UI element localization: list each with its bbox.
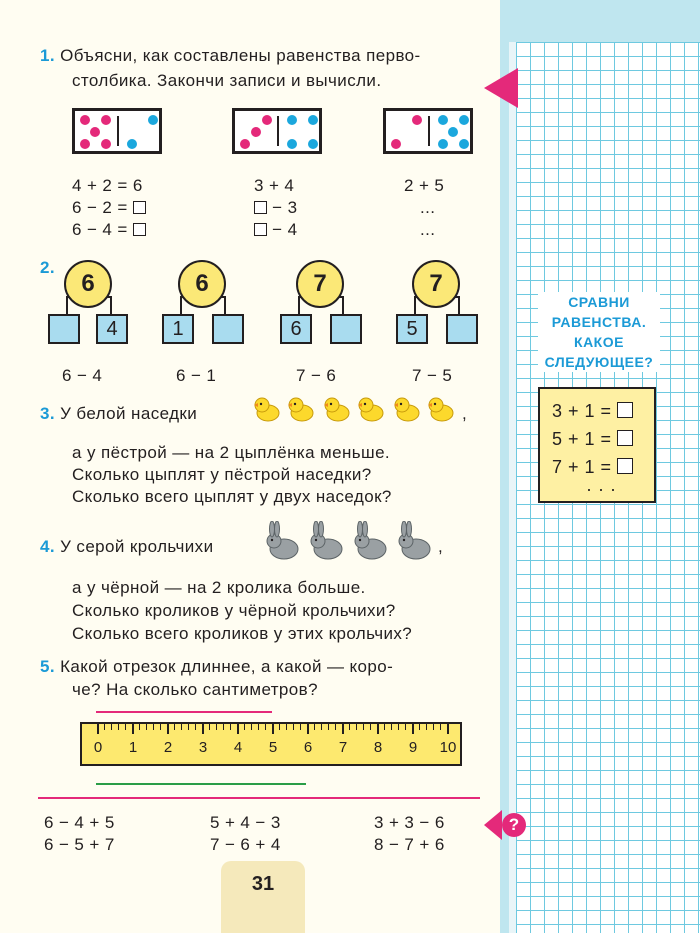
- ruler-label: 6: [303, 739, 313, 756]
- task5-line1: 5. Какой отрезок длиннее, а какой — коро-: [40, 657, 394, 676]
- ruler-minor-tick: [265, 724, 266, 730]
- ruler-minor-tick: [391, 724, 392, 730]
- question-icon: ?: [502, 813, 526, 837]
- task3-line2: а у пёстрой — на 2 цыплёнка меньше.: [72, 443, 391, 462]
- task1-line2: столбика. Закончи записи и вычисли.: [72, 71, 382, 90]
- task2-number: 2.: [40, 258, 55, 277]
- rabbit-icon: [308, 521, 344, 561]
- task4-number: 4.: [40, 537, 55, 556]
- ruler-minor-tick: [328, 724, 329, 730]
- ruler-minor-tick: [384, 724, 385, 730]
- task4-line3: Сколько кроликов у чёрной крольчихи?: [72, 601, 396, 620]
- task4-line4: Сколько всего кроликов у этих крольчих?: [72, 624, 413, 643]
- ruler-label: 5: [268, 739, 278, 756]
- ruler-minor-tick: [363, 724, 364, 730]
- part-box-left[interactable]: 6: [280, 314, 312, 344]
- ruler-minor-tick: [160, 724, 161, 730]
- ruler-minor-tick: [153, 724, 154, 730]
- ruler-minor-tick: [314, 724, 315, 730]
- answer-box[interactable]: [617, 458, 633, 474]
- ruler-label: 0: [93, 739, 103, 756]
- sidebar-dots: · · ·: [586, 479, 617, 499]
- task3-line1: 3. У белой наседки: [40, 404, 198, 423]
- part-box-left[interactable]: [48, 314, 80, 344]
- ruler-minor-tick: [370, 724, 371, 730]
- ruler-minor-tick: [146, 724, 147, 730]
- ruler-minor-tick: [279, 724, 280, 730]
- ruler-tick: [307, 724, 309, 734]
- domino-1: [72, 108, 162, 154]
- ruler-label: 4: [233, 739, 243, 756]
- task4-comma: ,: [438, 537, 444, 556]
- whole-circle: 7: [296, 260, 344, 308]
- ruler-minor-tick: [209, 724, 210, 730]
- ruler-label: 10: [439, 739, 457, 756]
- ruler-minor-tick: [258, 724, 259, 730]
- task4-line2: а у чёрной — на 2 кролика больше.: [72, 578, 366, 597]
- ruler-minor-tick: [216, 724, 217, 730]
- ruler-minor-tick: [125, 724, 126, 730]
- ruler-tick: [342, 724, 344, 734]
- part-box-right[interactable]: [446, 314, 478, 344]
- expr-2: 6 − 1: [176, 366, 217, 385]
- rabbit-icon: [352, 521, 388, 561]
- expr-1: 6 − 4: [62, 366, 103, 385]
- eq-1-3: 6 − 4 =: [72, 220, 146, 240]
- expr-row1-col1: 6 − 4 + 5: [44, 813, 115, 832]
- divider-line: [38, 797, 480, 799]
- ruler-minor-tick: [426, 724, 427, 730]
- ruler-minor-tick: [181, 724, 182, 730]
- expr-row2-col1: 6 − 5 + 7: [44, 835, 115, 854]
- domino-2: [232, 108, 322, 154]
- chick-icon: [286, 394, 316, 424]
- ruler-minor-tick: [293, 724, 294, 730]
- eq-1-1: 4 + 2 = 6: [72, 176, 143, 195]
- sidebar-row: 3 + 1 =: [552, 401, 633, 422]
- part-box-left[interactable]: 1: [162, 314, 194, 344]
- sidebar-title: СРАВНИ РАВЕНСТВА. КАКОЕ СЛЕДУЮЩЕЕ?: [538, 292, 660, 372]
- domino-3: [383, 108, 473, 154]
- whole-circle: 6: [64, 260, 112, 308]
- ruler-tick: [132, 724, 134, 734]
- part-box-right[interactable]: 4: [96, 314, 128, 344]
- ruler-minor-tick: [104, 724, 105, 730]
- task1-text1: Объясни, как составлены равенства перво-: [60, 46, 421, 65]
- task5-line2: че? На сколько сантиметров?: [72, 680, 318, 699]
- chick-icon: [322, 394, 352, 424]
- part-box-right[interactable]: [330, 314, 362, 344]
- chick-icon: [426, 394, 456, 424]
- ruler-minor-tick: [398, 724, 399, 730]
- ruler-minor-tick: [405, 724, 406, 730]
- page-number: 31: [251, 873, 275, 895]
- ruler-tick: [272, 724, 274, 734]
- ruler-label: 1: [128, 739, 138, 756]
- ruler-minor-tick: [223, 724, 224, 730]
- eq-3-3: ...: [420, 220, 436, 239]
- expr-row2-col3: 8 − 7 + 6: [374, 835, 445, 854]
- whole-circle: 6: [178, 260, 226, 308]
- sidebar-equations-box: [538, 387, 656, 503]
- eq-2-2: − 3: [254, 198, 297, 218]
- page-number-tab: [221, 861, 305, 933]
- task4-line1: 4. У серой крольчихи: [40, 537, 214, 556]
- answer-box[interactable]: [617, 402, 633, 418]
- ruler-tick: [377, 724, 379, 734]
- task1-number: 1.: [40, 46, 55, 65]
- chick-icon: [356, 394, 386, 424]
- ruler-minor-tick: [335, 724, 336, 730]
- ruler-minor-tick: [244, 724, 245, 730]
- rabbit-icon: [396, 521, 432, 561]
- expr-row1-col2: 5 + 4 − 3: [210, 813, 281, 832]
- answer-box[interactable]: [133, 223, 146, 236]
- eq-3-1: 2 + 5: [404, 176, 445, 195]
- rabbit-icon: [264, 521, 300, 561]
- answer-box[interactable]: [617, 430, 633, 446]
- answer-box[interactable]: [254, 201, 267, 214]
- whole-circle: 7: [412, 260, 460, 308]
- sidebar-row: 7 + 1 =: [552, 457, 633, 478]
- ruler-label: 2: [163, 739, 173, 756]
- ruler-minor-tick: [118, 724, 119, 730]
- ruler-minor-tick: [251, 724, 252, 730]
- task3-number: 3.: [40, 404, 55, 423]
- ruler-minor-tick: [111, 724, 112, 730]
- ruler-tick: [97, 724, 99, 734]
- ruler-minor-tick: [188, 724, 189, 730]
- ruler-minor-tick: [356, 724, 357, 730]
- ruler-label: 8: [373, 739, 383, 756]
- green-segment: [96, 783, 306, 785]
- eq-3-2: ...: [420, 198, 436, 217]
- pink-triangle-marker: [484, 68, 518, 108]
- expr-row2-col2: 7 − 6 + 4: [210, 835, 281, 854]
- expr-3: 7 − 6: [296, 366, 337, 385]
- ruler-label: 9: [408, 739, 418, 756]
- eq-2-1: 3 + 4: [254, 176, 295, 195]
- ruler-minor-tick: [139, 724, 140, 730]
- part-box-right[interactable]: [212, 314, 244, 344]
- task5-number: 5.: [40, 657, 55, 676]
- part-box-left[interactable]: 5: [396, 314, 428, 344]
- ruler-minor-tick: [195, 724, 196, 730]
- ruler-tick: [237, 724, 239, 734]
- ruler-tick: [412, 724, 414, 734]
- ruler-tick: [447, 724, 449, 734]
- answer-box[interactable]: [254, 223, 267, 236]
- ruler-minor-tick: [321, 724, 322, 730]
- task3-line4: Сколько всего цыплят у двух наседок?: [72, 487, 392, 506]
- task3-comma: ,: [462, 404, 468, 423]
- ruler-minor-tick: [286, 724, 287, 730]
- ruler-minor-tick: [300, 724, 301, 730]
- ruler: [80, 722, 462, 766]
- expr-row1-col3: 3 + 3 − 6: [374, 813, 445, 832]
- ruler-tick: [167, 724, 169, 734]
- ruler-minor-tick: [230, 724, 231, 730]
- ruler-minor-tick: [349, 724, 350, 730]
- ruler-minor-tick: [440, 724, 441, 730]
- ruler-minor-tick: [419, 724, 420, 730]
- ruler-minor-tick: [174, 724, 175, 730]
- sidebar-row: 5 + 1 =: [552, 429, 633, 450]
- eq-1-2: 6 − 2 =: [72, 198, 146, 218]
- ruler-tick: [202, 724, 204, 734]
- ruler-label: 3: [198, 739, 208, 756]
- ruler-minor-tick: [433, 724, 434, 730]
- chick-icon: [252, 394, 282, 424]
- task3-line3: Сколько цыплят у пёстрой наседки?: [72, 465, 372, 484]
- ruler-label: 7: [338, 739, 348, 756]
- eq-2-3: − 4: [254, 220, 297, 240]
- expr-4: 7 − 5: [412, 366, 453, 385]
- pink-segment: [96, 711, 272, 713]
- answer-box[interactable]: [133, 201, 146, 214]
- task1-line1: [40, 46, 421, 66]
- chick-icon: [392, 394, 422, 424]
